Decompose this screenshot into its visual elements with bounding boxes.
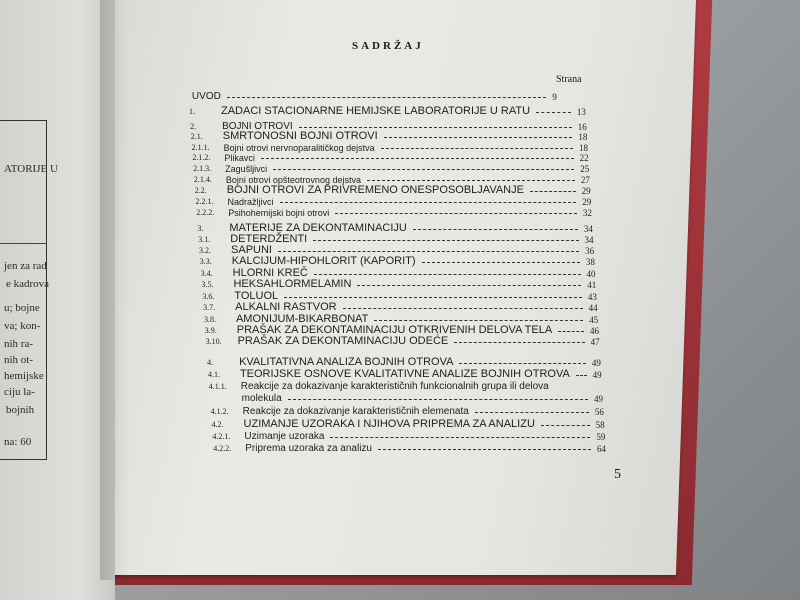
toc-entry-title: SAPUNI: [231, 244, 272, 256]
toc-entry-title: Priprema uzoraka za analizu: [245, 443, 372, 454]
toc-leader-dashes: [284, 297, 582, 298]
toc-leader-dashes: [367, 180, 575, 181]
toc-entry-title: ALKALNI RASTVOR: [235, 301, 337, 313]
toc-leader-dashes: [422, 262, 580, 263]
toc-entry-page: 29: [581, 186, 591, 196]
toc-leader-dashes: [278, 251, 579, 252]
toc-entry-page: 22: [579, 153, 589, 163]
toc-leader-dashes: [227, 97, 547, 98]
toc-entry-title: SMRTONOSNI BOJNI OTROVI: [222, 130, 378, 142]
toc-leader-dashes: [413, 229, 578, 230]
toc-entry-page: 38: [585, 257, 595, 267]
toc-entry-title: KVALITATIVNA ANALIZA BOJNIH OTROVA: [239, 356, 454, 368]
toc-entry-title: UZIMANJE UZORAKA I NJIHOVA PRIPREMA ZA ANALIZU: [243, 418, 535, 430]
toc-leader-dashes: [576, 375, 587, 376]
toc-entry-number: 4.2.: [211, 420, 224, 429]
toc-entry-page: 43: [587, 292, 597, 302]
toc-entry-title: molekula: [241, 393, 282, 404]
toc-entry-number: 2.1.: [190, 132, 203, 141]
toc-entry-title: Uzimanje uzoraka: [244, 431, 325, 442]
toc-entry-page: 56: [594, 407, 604, 417]
toc-entry-number: 2.1.2.: [192, 153, 211, 162]
toc-entry-number: 2.1.3.: [193, 164, 212, 173]
toc-entry-page: 27: [580, 175, 590, 185]
toc-entry-page: 49: [592, 370, 602, 380]
toc-entry-number: 2.2.2.: [196, 208, 215, 217]
left-page-line: e kadrova: [6, 278, 50, 290]
toc-entry-number: 4.2.2.: [213, 444, 232, 453]
toc-leader-dashes: [378, 449, 591, 450]
toc-entry-title: DETERDŽENTI: [230, 233, 308, 245]
toc-leader-dashes: [280, 202, 577, 203]
toc-leader-dashes: [541, 425, 590, 426]
toc-entry-page: 34: [584, 235, 594, 245]
toc-entry-number: 3.4.: [200, 269, 213, 278]
toc-entry-page: 64: [597, 444, 607, 454]
toc-entry-page: 29: [582, 197, 592, 207]
toc-leader-dashes: [314, 274, 581, 275]
toc-entry-number: 3.10.: [205, 337, 222, 346]
toc-entry-page: 41: [587, 280, 597, 290]
toc-entry-number: 3.1.: [198, 235, 211, 244]
toc-entry-number: 2.: [190, 122, 197, 131]
toc-entry-number: 3.9.: [204, 326, 217, 335]
toc-entry-number: 3.6.: [202, 292, 215, 301]
toc-leader-dashes: [313, 240, 578, 241]
toc-entry-number: 2.1.1.: [191, 143, 210, 152]
toc-entry-page: 18: [578, 132, 588, 142]
toc-leader-dashes: [299, 127, 572, 128]
left-page-line: bojnih: [6, 404, 35, 416]
toc-leader-dashes: [273, 169, 574, 170]
toc-leader-dashes: [475, 412, 589, 413]
toc-entry-page: 13: [576, 107, 586, 117]
toc-entry-title: AMONIJUM-BIKARBONAT: [235, 313, 369, 325]
toc-entry-title: Plikavci: [224, 153, 255, 163]
page-column-label: Strana: [556, 74, 582, 85]
toc-entry-title: KALCIJUM-HIPOHLORIT (KAPORIT): [231, 255, 416, 267]
toc-entry-title: PRAŠAK ZA DEKONTAMINACIJU ODEĆE: [237, 335, 449, 347]
toc-leader-dashes: [384, 137, 573, 138]
toc-entry-number: 3.3.: [199, 257, 212, 266]
toc-entry-number: 3.2.: [199, 246, 212, 255]
toc-entry-title: Bojni otrovi nervnoparalitičkog dejstva: [223, 143, 375, 153]
toc-entry-number: 3.7.: [203, 303, 216, 312]
toc-entry: [196, 205, 592, 218]
toc-leader-dashes: [357, 285, 581, 286]
toc-entry-page: 34: [583, 224, 593, 234]
toc-entry-title: TEORIJSKE OSNOVE KVALITATIVNE ANALIZE BOJNIH OTROVA: [239, 368, 570, 380]
toc-entry-title: PRAŠAK ZA DEKONTAMINACIJU OTKRIVENIH DELOVA TELA: [236, 324, 553, 336]
toc-entry-number: 3.5.: [201, 280, 214, 289]
toc-entry-number: 4.1.1.: [208, 382, 227, 391]
toc-entry-title: Psihohemijski bojni otrovi: [228, 208, 330, 218]
toc-entry-page: 32: [582, 208, 592, 218]
page-number: 5: [614, 467, 621, 482]
toc-entry-page: 47: [590, 337, 600, 347]
toc-entry-page: 40: [586, 269, 596, 279]
toc-entry-number: 2.2.1.: [195, 197, 214, 206]
left-page-line: ciju la-: [4, 386, 35, 398]
toc-entry-title: HEKSAHLORMELAMIN: [233, 278, 352, 290]
toc-entry-title: ZADACI STACIONARNE HEMIJSKE LABORATORIJE U RATU: [221, 105, 531, 117]
left-page-line: na: 60: [4, 436, 32, 448]
toc-leader-dashes: [335, 213, 577, 214]
toc-title: SADRŽAJ: [352, 40, 424, 52]
toc-entry-page: 44: [588, 303, 598, 313]
toc-entry: [192, 89, 557, 102]
toc-entry-title: Bojni otrovi opšteotrovnog dejstva: [225, 175, 361, 185]
left-page-line: hemijske: [4, 370, 44, 382]
toc-leader-dashes: [454, 342, 584, 343]
toc-entry-number: 2.2.: [194, 186, 207, 195]
toc-leader-dashes: [530, 191, 576, 192]
toc-entry-number: 1.: [189, 107, 195, 116]
toc-entry-title: HLORNI KREČ: [232, 267, 308, 279]
toc-leader-dashes: [459, 363, 585, 364]
toc-entry-title: Nadražljivci: [227, 197, 274, 207]
toc-entry-title: Zagušljivci: [225, 164, 268, 174]
toc-leader-dashes: [374, 320, 583, 321]
toc-entry-number: 4.2.1.: [212, 432, 231, 441]
toc-leader-dashes: [330, 437, 590, 438]
toc-entry-title: Reakcije za dokazivanje karakterističnih elemenata: [242, 406, 469, 417]
toc-entry: [206, 334, 600, 347]
toc-leader-dashes: [558, 331, 584, 332]
toc-entry-page: 49: [591, 358, 601, 368]
left-page-line: jen za rad: [4, 260, 47, 272]
toc-entry-number: 3.: [197, 224, 204, 233]
toc-entry-title: BOJNI OTROVI ZA PRIVREMENO ONESPOSOBLJAVANJE: [226, 184, 524, 196]
toc-entry: [189, 104, 586, 117]
toc-entry-title: MATERIJE ZA DEKONTAMINACIJU: [229, 222, 407, 234]
toc-leader-dashes: [288, 399, 588, 400]
toc-entry-page: 59: [596, 432, 606, 442]
toc-entry-number: 3.8.: [203, 315, 216, 324]
toc-leader-dashes: [381, 148, 573, 149]
left-page-line: nih ra-: [4, 338, 34, 350]
toc-leader-dashes: [343, 308, 583, 309]
toc-entry-title: TOLUOL: [234, 290, 279, 302]
toc-entry-number: 4.: [207, 358, 214, 367]
toc-entry-title: Reakcije za dokazivanje karakterističnih funkcionalnih grupa ili delova: [240, 381, 549, 392]
toc-entry-number: 2.1.4.: [193, 175, 212, 184]
toc-leader-dashes: [536, 112, 571, 113]
toc-entry-number: 4.1.2.: [210, 407, 229, 416]
toc-entry-page: 25: [580, 164, 590, 174]
toc-entry-page: 36: [585, 246, 595, 256]
toc-entry: [213, 441, 606, 454]
toc-entry-page: 49: [594, 394, 604, 404]
toc-entry-page: 46: [589, 326, 599, 336]
toc-entry-number: 4.1.: [207, 370, 220, 379]
left-page-line: va; kon-: [4, 320, 41, 332]
toc-entry: [242, 391, 603, 404]
toc-entry-title: BOJNI OTROVI: [222, 121, 293, 132]
toc-entry-page: 45: [589, 315, 599, 325]
toc-entry-page: 58: [595, 420, 605, 430]
toc-entry-page: 16: [577, 122, 587, 132]
toc-entry-page: 18: [578, 143, 588, 153]
left-page-line: u; bojne: [4, 302, 40, 314]
toc-leader-dashes: [261, 158, 574, 159]
left-page-line: nih ot-: [4, 354, 34, 366]
toc-entry-page: 9: [552, 92, 557, 102]
toc-entry-title: UVOD: [191, 91, 221, 102]
toc-entry: [211, 404, 604, 417]
left-page-line: ATORIJE U: [4, 163, 58, 175]
